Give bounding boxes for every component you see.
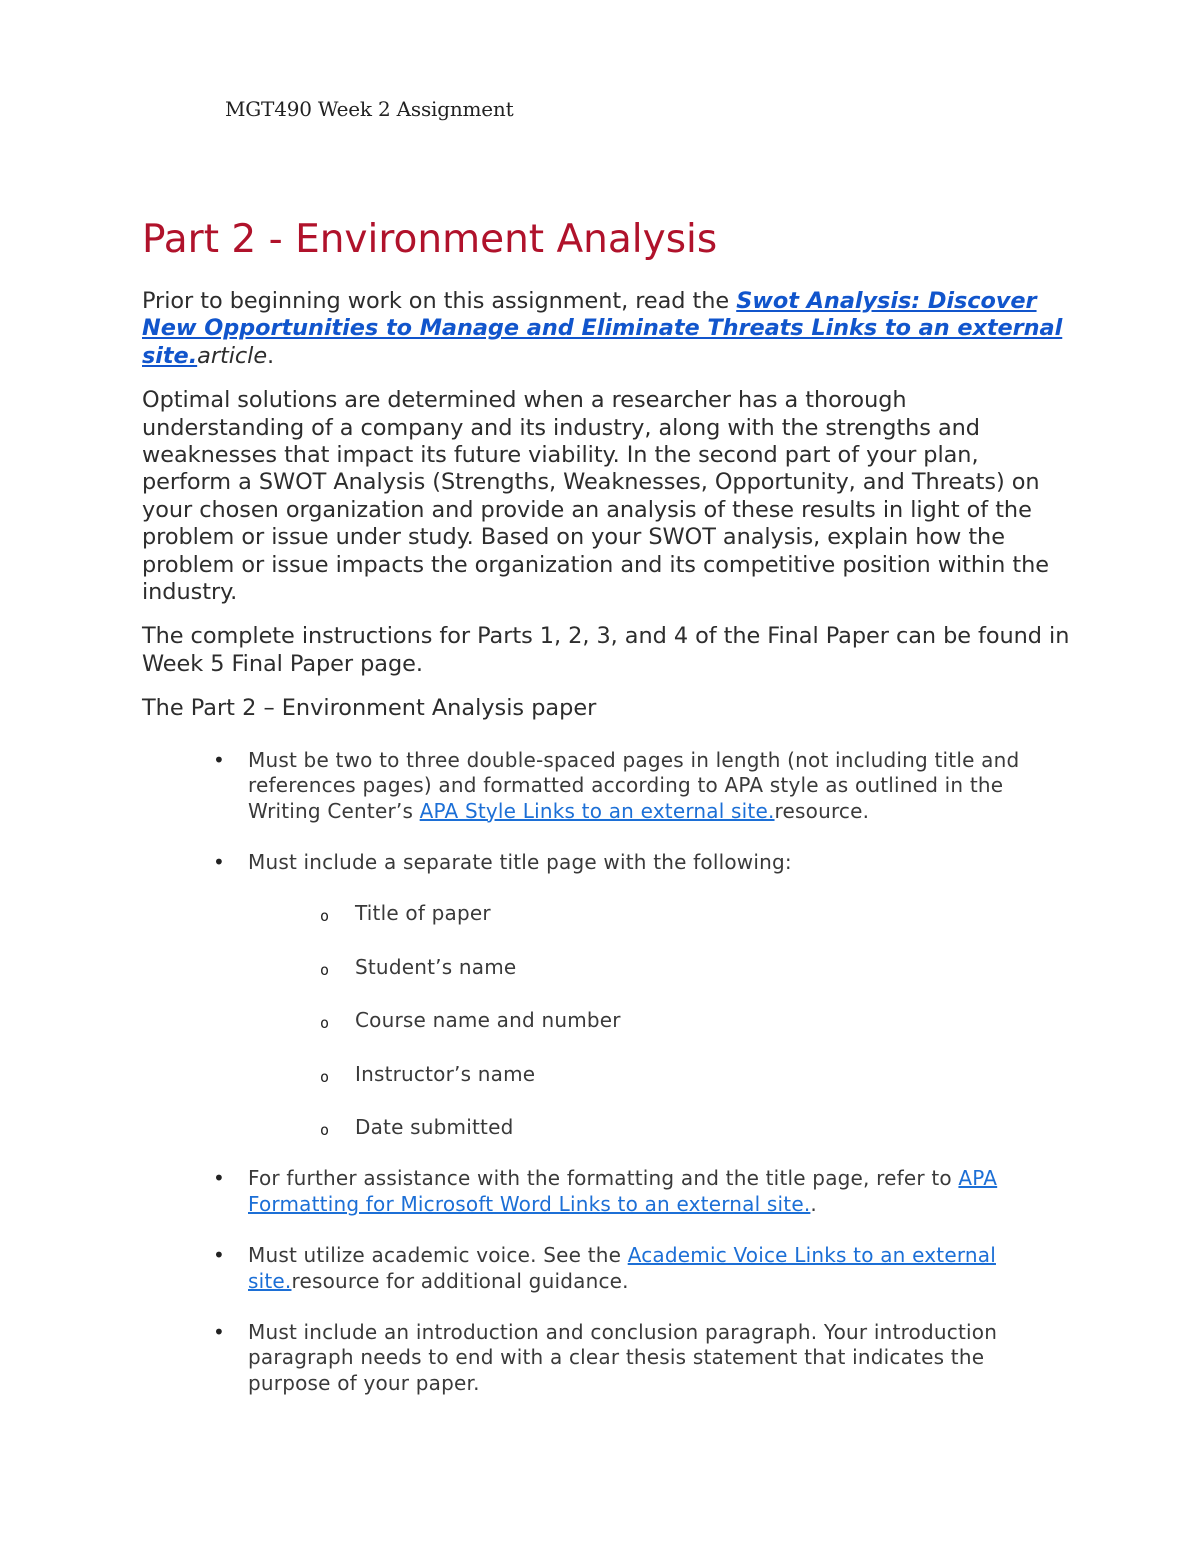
circle-bullet-icon: o [320, 1067, 330, 1086]
intro-prefix: Prior to beginning work on this assignment, read the [142, 288, 737, 314]
instructions-paragraph: The complete instructions for Parts 1, 2, 3, and 4 of the Final Paper can be found in Week 5 Final Paper page. [142, 623, 1070, 677]
list-item-suffix: resource for additional guidance. [291, 1268, 629, 1293]
sublist-item [142, 1008, 1058, 1033]
sublist-item [142, 1115, 1058, 1140]
bullet-icon: • [213, 747, 225, 772]
list-item [142, 1243, 1058, 1294]
page-header: MGT490 Week 2 Assignment [225, 97, 514, 121]
list-item-suffix: . [810, 1191, 817, 1216]
sublist-item-text: Student’s name [355, 954, 517, 979]
list-item-text: Must include a separate title page with the following: [248, 849, 792, 874]
bullet-icon: • [213, 1319, 225, 1344]
circle-bullet-icon: o [320, 1120, 330, 1139]
sublist-item [142, 901, 1058, 926]
sublist-item-text: Title of paper [355, 901, 491, 926]
list-item [142, 850, 1058, 1140]
intro-suffix-italic: article [197, 342, 268, 369]
intro-paragraph [142, 288, 1072, 370]
list-item-suffix: resource. [774, 798, 870, 823]
list-item-text: Must include an introduction and conclusion paragraph. Your introduction paragraph needs to end with a clear thesis statement that indicates the purpose of your paper. [248, 1319, 998, 1395]
requirements-subhead: The Part 2 – Environment Analysis paper [142, 695, 597, 722]
document-title: Part 2 - Environment Analysis [142, 217, 718, 262]
bullet-icon: • [213, 849, 225, 874]
list-item [142, 1320, 1058, 1396]
sublist-item [142, 955, 1058, 980]
sublist-item-text: Date submitted [355, 1114, 514, 1139]
swot-paragraph: Optimal solutions are determined when a researcher has a thorough understanding of a company and its industry, along with the strengths and weaknesses that impact its future viability. In the second part of your plan, perform a SWOT Analysis (Strengths, Weaknesses, Opportunity, and Threats) on your chosen organization and provide an analysis of these results in light of the problem or issue under study. Based on your SWOT analysis, explain how the problem or issue impacts the organization and its competitive position within the industry. [142, 387, 1049, 606]
intro-suffix: . [267, 342, 275, 369]
circle-bullet-icon: o [320, 960, 330, 979]
document-body [142, 214, 1072, 1422]
sublist-item-text: Course name and number [355, 1008, 621, 1033]
apa-style-link[interactable]: APA Style Links to an external site. [419, 798, 775, 823]
list-item [142, 1166, 1058, 1217]
list-item-text: For further assistance with the formatting and the title page, refer to [248, 1166, 959, 1191]
list-item-text: Must utilize academic voice. See the [248, 1243, 628, 1268]
list-item [142, 748, 1058, 824]
sublist-item [142, 1062, 1058, 1087]
bullet-icon: • [213, 1166, 225, 1191]
bullet-icon: • [213, 1243, 225, 1268]
swot-article-link[interactable]: Swot Analysis: Discover New Opportunities to Manage and Eliminate Threats Links to an external site. [142, 288, 1063, 369]
list-item-text: Must be two to three double-spaced pages in length (not including title and references pages) and formatted according to APA style as outlined in the Writing Center’s [248, 747, 1020, 823]
sublist-item-text: Instructor’s name [355, 1061, 536, 1086]
circle-bullet-icon: o [320, 907, 330, 926]
title-page-sublist [142, 901, 1058, 1140]
circle-bullet-icon: o [320, 1014, 330, 1033]
requirements-list [142, 748, 1072, 1397]
apa-word-formatting-link[interactable]: APA Formatting for Microsoft Word Links to an external site. [248, 1166, 998, 1216]
academic-voice-link[interactable]: Academic Voice Links to an external site. [248, 1243, 996, 1293]
